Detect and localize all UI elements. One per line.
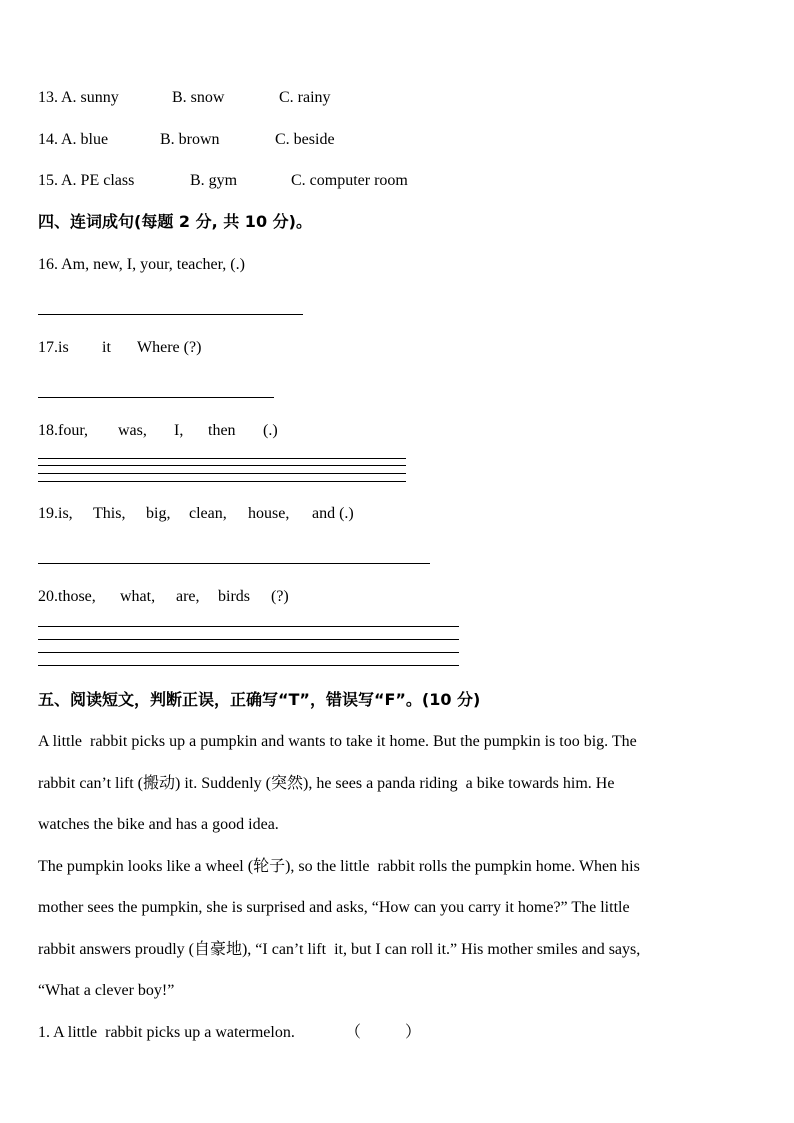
answer-line: [38, 465, 406, 466]
word: are,: [176, 588, 200, 605]
choice-number: 13.: [38, 89, 58, 106]
answer-parentheses[interactable]: （ ）: [345, 1024, 422, 1041]
answer-line: [38, 652, 459, 653]
word: This,: [93, 505, 126, 522]
word: it: [102, 339, 111, 356]
option-c: C. beside: [275, 131, 335, 148]
question-16: 16. Am, new, I, your, teacher, (.): [38, 256, 245, 273]
choice-number: 15.: [38, 172, 58, 189]
word: clean,: [189, 505, 227, 522]
answer-line: [38, 314, 303, 315]
word: 20.those,: [38, 588, 96, 605]
option-b: B. gym: [190, 172, 238, 189]
option-a: A. sunny: [61, 89, 119, 106]
passage-line: “What a clever boy!”: [38, 982, 175, 999]
word: I,: [174, 422, 184, 439]
passage-line: A little rabbit picks up a pumpkin and wants to take it home. But the pumpkin is too big. The: [38, 733, 637, 750]
option-b: B. brown: [160, 131, 220, 148]
word: 19.is,: [38, 505, 73, 522]
answer-line: [38, 397, 274, 398]
option-c: C. rainy: [279, 89, 331, 106]
passage-line: rabbit can’t lift (搬动) it. Suddenly (突然), he sees a panda riding a bike towards him. He: [38, 775, 615, 792]
word: what,: [120, 588, 156, 605]
option-c: C. computer room: [291, 172, 408, 189]
answer-line: [38, 665, 459, 666]
answer-line: [38, 458, 406, 459]
passage-line: rabbit answers proudly (自豪地), “I can’t lift it, but I can roll it.” His mother smiles and says,: [38, 941, 641, 958]
option-b: B. snow: [172, 89, 225, 106]
answer-line: [38, 563, 430, 564]
option-a: A. blue: [61, 131, 109, 148]
question-text: 1. A little rabbit picks up a watermelon.: [38, 1024, 295, 1041]
word: 18.four,: [38, 422, 89, 439]
passage-line: mother sees the pumpkin, she is surprised and asks, “How can you carry it home?” The little: [38, 899, 630, 916]
word: house,: [248, 505, 290, 522]
answer-line: [38, 626, 459, 627]
word: big,: [146, 505, 171, 522]
choice-number: 14.: [38, 131, 58, 148]
option-a: A. PE class: [61, 172, 135, 189]
word: (?): [271, 588, 289, 605]
passage-line: watches the bike and has a good idea.: [38, 816, 279, 833]
word: and (.): [312, 505, 354, 522]
word: then: [208, 422, 236, 439]
word: (.): [263, 422, 278, 439]
word: was,: [118, 422, 147, 439]
section-4-heading: 四、连词成句(每题 2 分, 共 10 分)。: [38, 212, 312, 231]
section-5-heading: 五、阅读短文，判断正误，正确写“T”，错误写“F”。(10 分): [38, 690, 481, 709]
answer-line: [38, 481, 406, 482]
answer-line: [38, 639, 459, 640]
word: birds: [218, 588, 250, 605]
word: 17.is: [38, 339, 69, 356]
passage-line: The pumpkin looks like a wheel (轮子), so the little rabbit rolls the pumpkin home. When his: [38, 858, 640, 875]
word: Where (?): [137, 339, 202, 356]
answer-line: [38, 473, 406, 474]
